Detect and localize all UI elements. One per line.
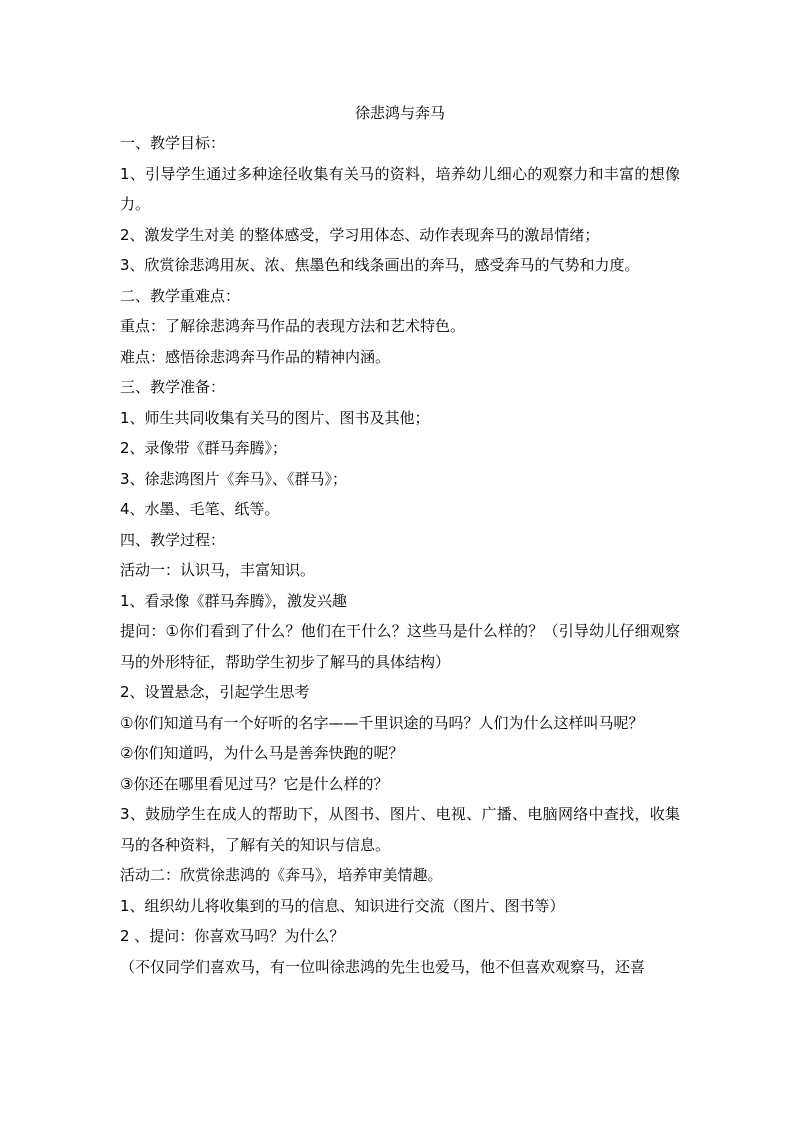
question-item-2: ②你们知道吗，为什么马是善奔快跑的呢？ <box>120 744 404 762</box>
preparation-item-4: 4、水墨、毛笔、纸等。 <box>120 500 280 518</box>
activity-one-step-2: 2、设置悬念，引起学生思考 <box>120 683 310 701</box>
activity-two-step-2: 2 、提问：你喜欢马吗？为什么？ <box>120 927 345 945</box>
section-heading-preparation: 三、教学准备： <box>120 378 226 396</box>
key-point: 重点：了解徐悲鸿奔马作品的表现方法和艺术特色。 <box>120 317 466 335</box>
activity-one-question: 提问：①你们看到了什么？他们在干什么？这些马是什么样的？（引导幼儿仔细观察马的外形特征，帮助学生初步了解马的具体结构） <box>120 622 680 671</box>
question-item-3: ③你还在哪里看见过马？它是什么样的？ <box>120 774 389 793</box>
activity-two-step-1: 1、组织幼儿将收集到的马的信息、知识进行交流（图片、图书等） <box>120 896 565 915</box>
preparation-item-1: 1、师生共同收集有关马的图片、图书及其他； <box>120 408 430 427</box>
activity-two-heading: 活动二：欣赏徐悲鸿的《奔马》，培养审美情趣。 <box>120 866 443 884</box>
activity-one-step-3: 3、鼓励学生在成人的帮助下，从图书、图片、电视、广播、电脑网络中查找，收集马的各种资料，了解有关的知识与信息。 <box>120 805 680 854</box>
activity-one-step-1: 1、看录像《群马奔腾》，激发兴趣 <box>120 591 348 610</box>
objective-item-3: 3、欣赏徐悲鸿用灰、浓、焦墨色和线条画出的奔马，感受奔马的气势和力度。 <box>120 256 640 274</box>
activity-one-heading: 活动一：认识马，丰富知识。 <box>120 561 316 579</box>
question-item-1: ①你们知道马有一个好听的名字——千里识途的马吗？人们为什么这样叫马呢？ <box>120 713 644 732</box>
document-title: 徐悲鸿与奔马 <box>354 104 445 122</box>
difficult-point: 难点：感悟徐悲鸿奔马作品的精神内涵。 <box>120 347 391 366</box>
preparation-item-2: 2、录像带《群马奔腾》； <box>120 439 288 457</box>
preparation-item-3: 3、徐悲鸿图片《奔马》、《群马》； <box>120 469 348 488</box>
objective-item-1: 1、引导学生通过多种途径收集有关马的资料，培养幼儿细心的观察力和丰富的想像力。 <box>120 164 680 213</box>
section-heading-key-points: 二、教学重难点： <box>120 286 241 305</box>
objective-item-2: 2、激发学生对美 的整体感受，学习用体态、动作表现奔马的激昂情绪； <box>120 225 600 244</box>
activity-two-note: （不仅同学们喜欢马，有一位叫徐悲鸿的先生也爱马，他不但喜欢观察马，还喜 <box>120 957 646 976</box>
section-heading-objectives: 一、教学目标： <box>120 134 226 152</box>
section-heading-process: 四、教学过程： <box>120 530 226 549</box>
document-body <box>120 98 680 982</box>
